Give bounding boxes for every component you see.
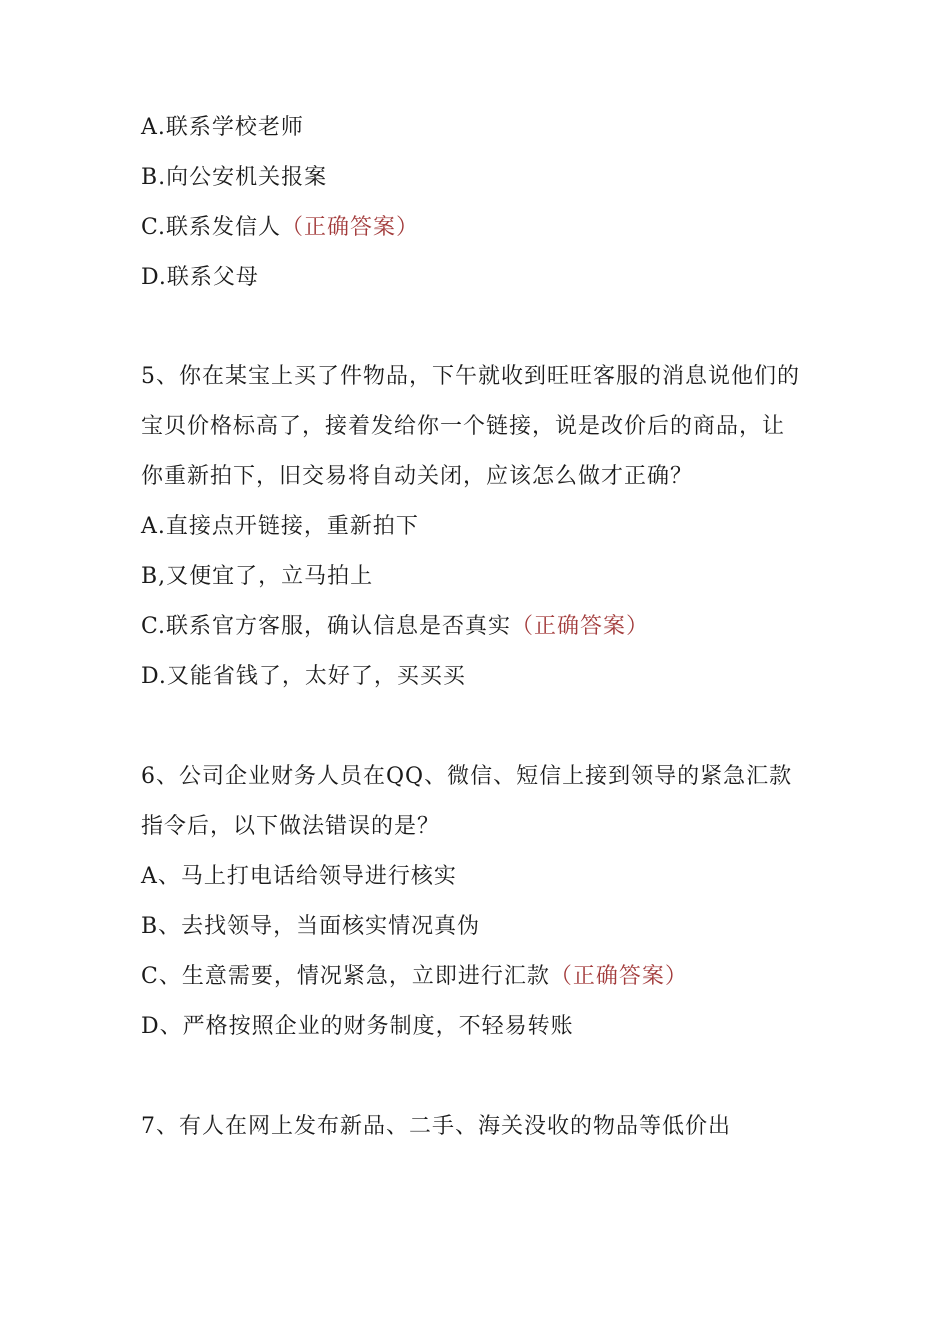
q6-option-a: A、马上打电话给领导进行核实 [141, 864, 457, 889]
q4-option-a: A.联系学校老师 [141, 115, 304, 140]
q6-option-d: D、严格按照企业的财务制度，不轻易转账 [141, 1014, 574, 1039]
q5-option-a: A.直接点开链接，重新拍下 [141, 514, 419, 539]
q5-stem-line-2: 宝贝价格标高了，接着发给你一个链接，说是改价后的商品，让 [141, 414, 786, 439]
q6-option-b: B、去找领导，当面核实情况真伪 [141, 914, 481, 939]
q5-stem-line-3: 你重新拍下，旧交易将自动关闭，应该怎么做才正确？ [141, 464, 694, 489]
q5-option-b: B,又便宜了，立马拍上 [141, 564, 374, 589]
correct-answer-mark: （正确答案） [549, 964, 688, 989]
q4-option-c: C.联系发信人（正确答案） [141, 215, 420, 240]
q6-option-c: C、生意需要，情况紧急，立即进行汇款（正确答案） [141, 964, 688, 989]
correct-answer-mark: （正确答案） [511, 614, 650, 639]
q4-option-d: D.联系父母 [141, 265, 259, 290]
correct-answer-mark: （正确答案） [281, 215, 420, 240]
q6-stem-line-2: 指令后，以下做法错误的是？ [141, 814, 441, 839]
q6-stem-line-1: 6、公司企业财务人员在QQ、微信、短信上接到领导的紧急汇款 [141, 764, 793, 789]
q4-option-b: B.向公安机关报案 [141, 165, 328, 190]
q7-stem-line-1: 7、有人在网上发布新品、二手、海关没收的物品等低价出 [141, 1114, 731, 1139]
q5-option-c: C.联系官方客服，确认信息是否真实（正确答案） [141, 614, 650, 639]
q5-stem-line-1: 5、你在某宝上买了件物品，下午就收到旺旺客服的消息说他们的 [141, 364, 800, 389]
q5-option-d: D.又能省钱了，太好了，买买买 [141, 664, 466, 689]
